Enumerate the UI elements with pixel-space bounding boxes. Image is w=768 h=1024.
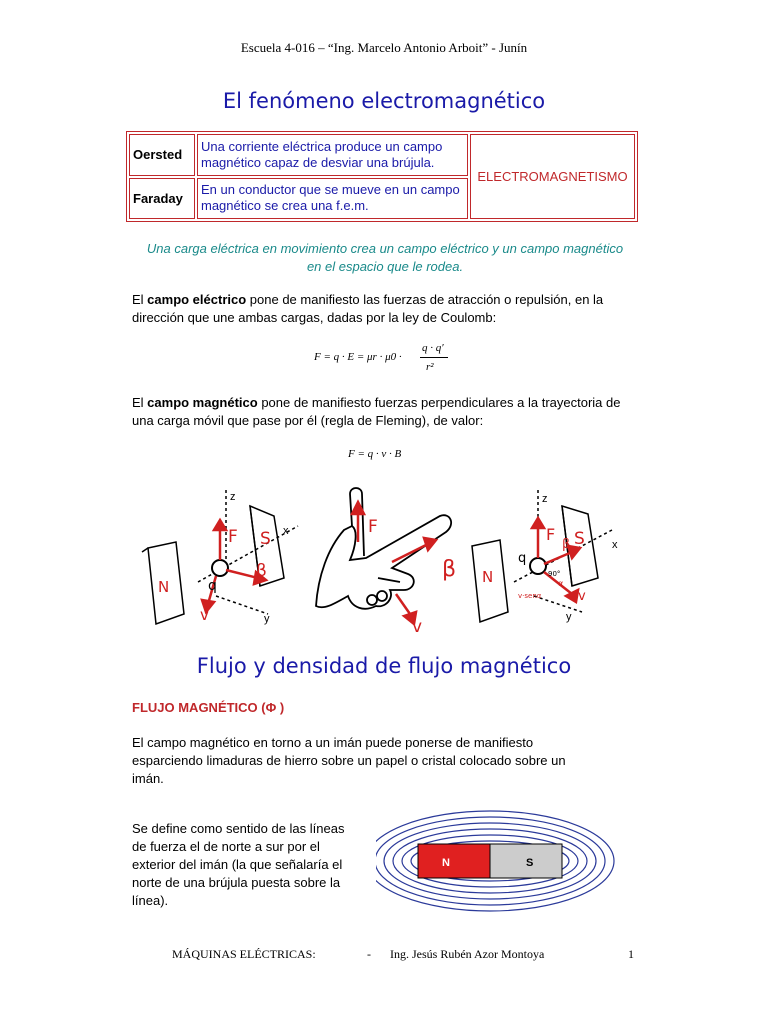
coulomb-formula: F = q · E = μr · μ0 · q · q′ r² xyxy=(314,339,444,379)
footer-author: Ing. Jesús Rubén Azor Montoya xyxy=(390,947,545,961)
hand-field-label: β xyxy=(442,557,457,582)
bar-magnet-figure xyxy=(376,806,642,916)
south-pole-label: S xyxy=(526,857,534,869)
row-description: Una corriente eléctrica produce un campo magnético capaz de desviar una brújula. xyxy=(197,134,468,176)
row-name: Oersted xyxy=(129,134,195,176)
lorentz-formula: F = q · v · B xyxy=(348,448,402,460)
north-label: N xyxy=(158,578,170,596)
south-label: S xyxy=(260,529,271,549)
north-label-right: N xyxy=(482,568,494,586)
section-title-electromagnetic: El fenómeno electromagnético xyxy=(222,89,546,113)
electromagnetism-cell: ELECTROMAGNETISMO xyxy=(470,134,635,219)
footer-separator: - xyxy=(367,947,371,961)
fleming-rule-figure xyxy=(138,486,628,636)
hand-force-label: F xyxy=(368,517,378,537)
angle-label: 90° xyxy=(548,570,561,578)
axis-label-y: y xyxy=(264,613,270,625)
table-row xyxy=(129,134,635,176)
v-sin-label: v·senα xyxy=(518,592,542,600)
axis-label-z: z xyxy=(230,491,236,503)
charge-label: q xyxy=(208,578,217,594)
axis-label-z-right: z xyxy=(542,493,548,505)
flux-paragraph: El campo magnético en torno a un imán puede ponerse de manifiesto esparciendo limaduras de hierro sobre un papel o cristal colocado sobre un imán. xyxy=(132,735,566,786)
charge-circle xyxy=(212,560,228,576)
page-number: 1 xyxy=(628,947,634,961)
row-description: En un conductor que se mueve en un campo magnético se crea una f.e.m. xyxy=(197,178,468,220)
south-label-right: S xyxy=(574,529,585,549)
page-header: Escuela 4-016 – “Ing. Marcelo Antonio Arboit” - Junín xyxy=(240,40,528,55)
field-label: β xyxy=(256,561,267,581)
axis-label-x-right: x xyxy=(612,539,618,551)
magnetic-field-paragraph: El campo magnético pone de manifiesto fuerzas perpendiculares a la trayectoria de una carga móvil que pase por él (regla de Fleming), de valor: xyxy=(132,395,621,428)
hand-velocity-label: v xyxy=(412,617,423,636)
field-lines-paragraph: Se define como sentido de las líneas de fuerza el de norte a sur por el exterior del imán (la que señalaría el norte de una brújula puesta sobre la línea). xyxy=(132,821,345,908)
hand-outline xyxy=(316,515,451,609)
force-label: F xyxy=(228,527,238,547)
magnet-north-half xyxy=(418,844,490,878)
footer-course: MÁQUINAS ELÉCTRICAS: xyxy=(172,947,316,961)
axis-label-y-right: y xyxy=(566,611,572,623)
alpha-label: α xyxy=(558,579,564,588)
velocity-label-right: v xyxy=(578,589,586,604)
north-pole-label: N xyxy=(442,857,450,869)
charge-circle-right xyxy=(530,558,546,574)
summary-table xyxy=(126,131,638,222)
flux-heading: FLUJO MAGNÉTICO (Φ ) xyxy=(132,700,285,715)
electric-field-paragraph: El campo eléctrico pone de manifiesto las fuerzas de atracción o repulsión, en la dirección que une ambas cargas, dadas por la ley de Coulomb: xyxy=(132,292,604,325)
force-label-right: F xyxy=(546,525,556,544)
axis-label-x: x xyxy=(283,525,289,537)
right-magnet-diagram xyxy=(472,490,612,622)
charge-label-right: q xyxy=(518,551,527,566)
velocity-label: v xyxy=(200,606,209,624)
row-name: Faraday xyxy=(129,178,195,220)
section-title-flux: Flujo y densidad de flujo magnético xyxy=(196,654,572,678)
field-label-right: β xyxy=(562,537,571,552)
intro-statement: Una carga eléctrica en movimiento crea un campo eléctrico y un campo magnético en el espacio que le rodea. xyxy=(146,241,624,274)
